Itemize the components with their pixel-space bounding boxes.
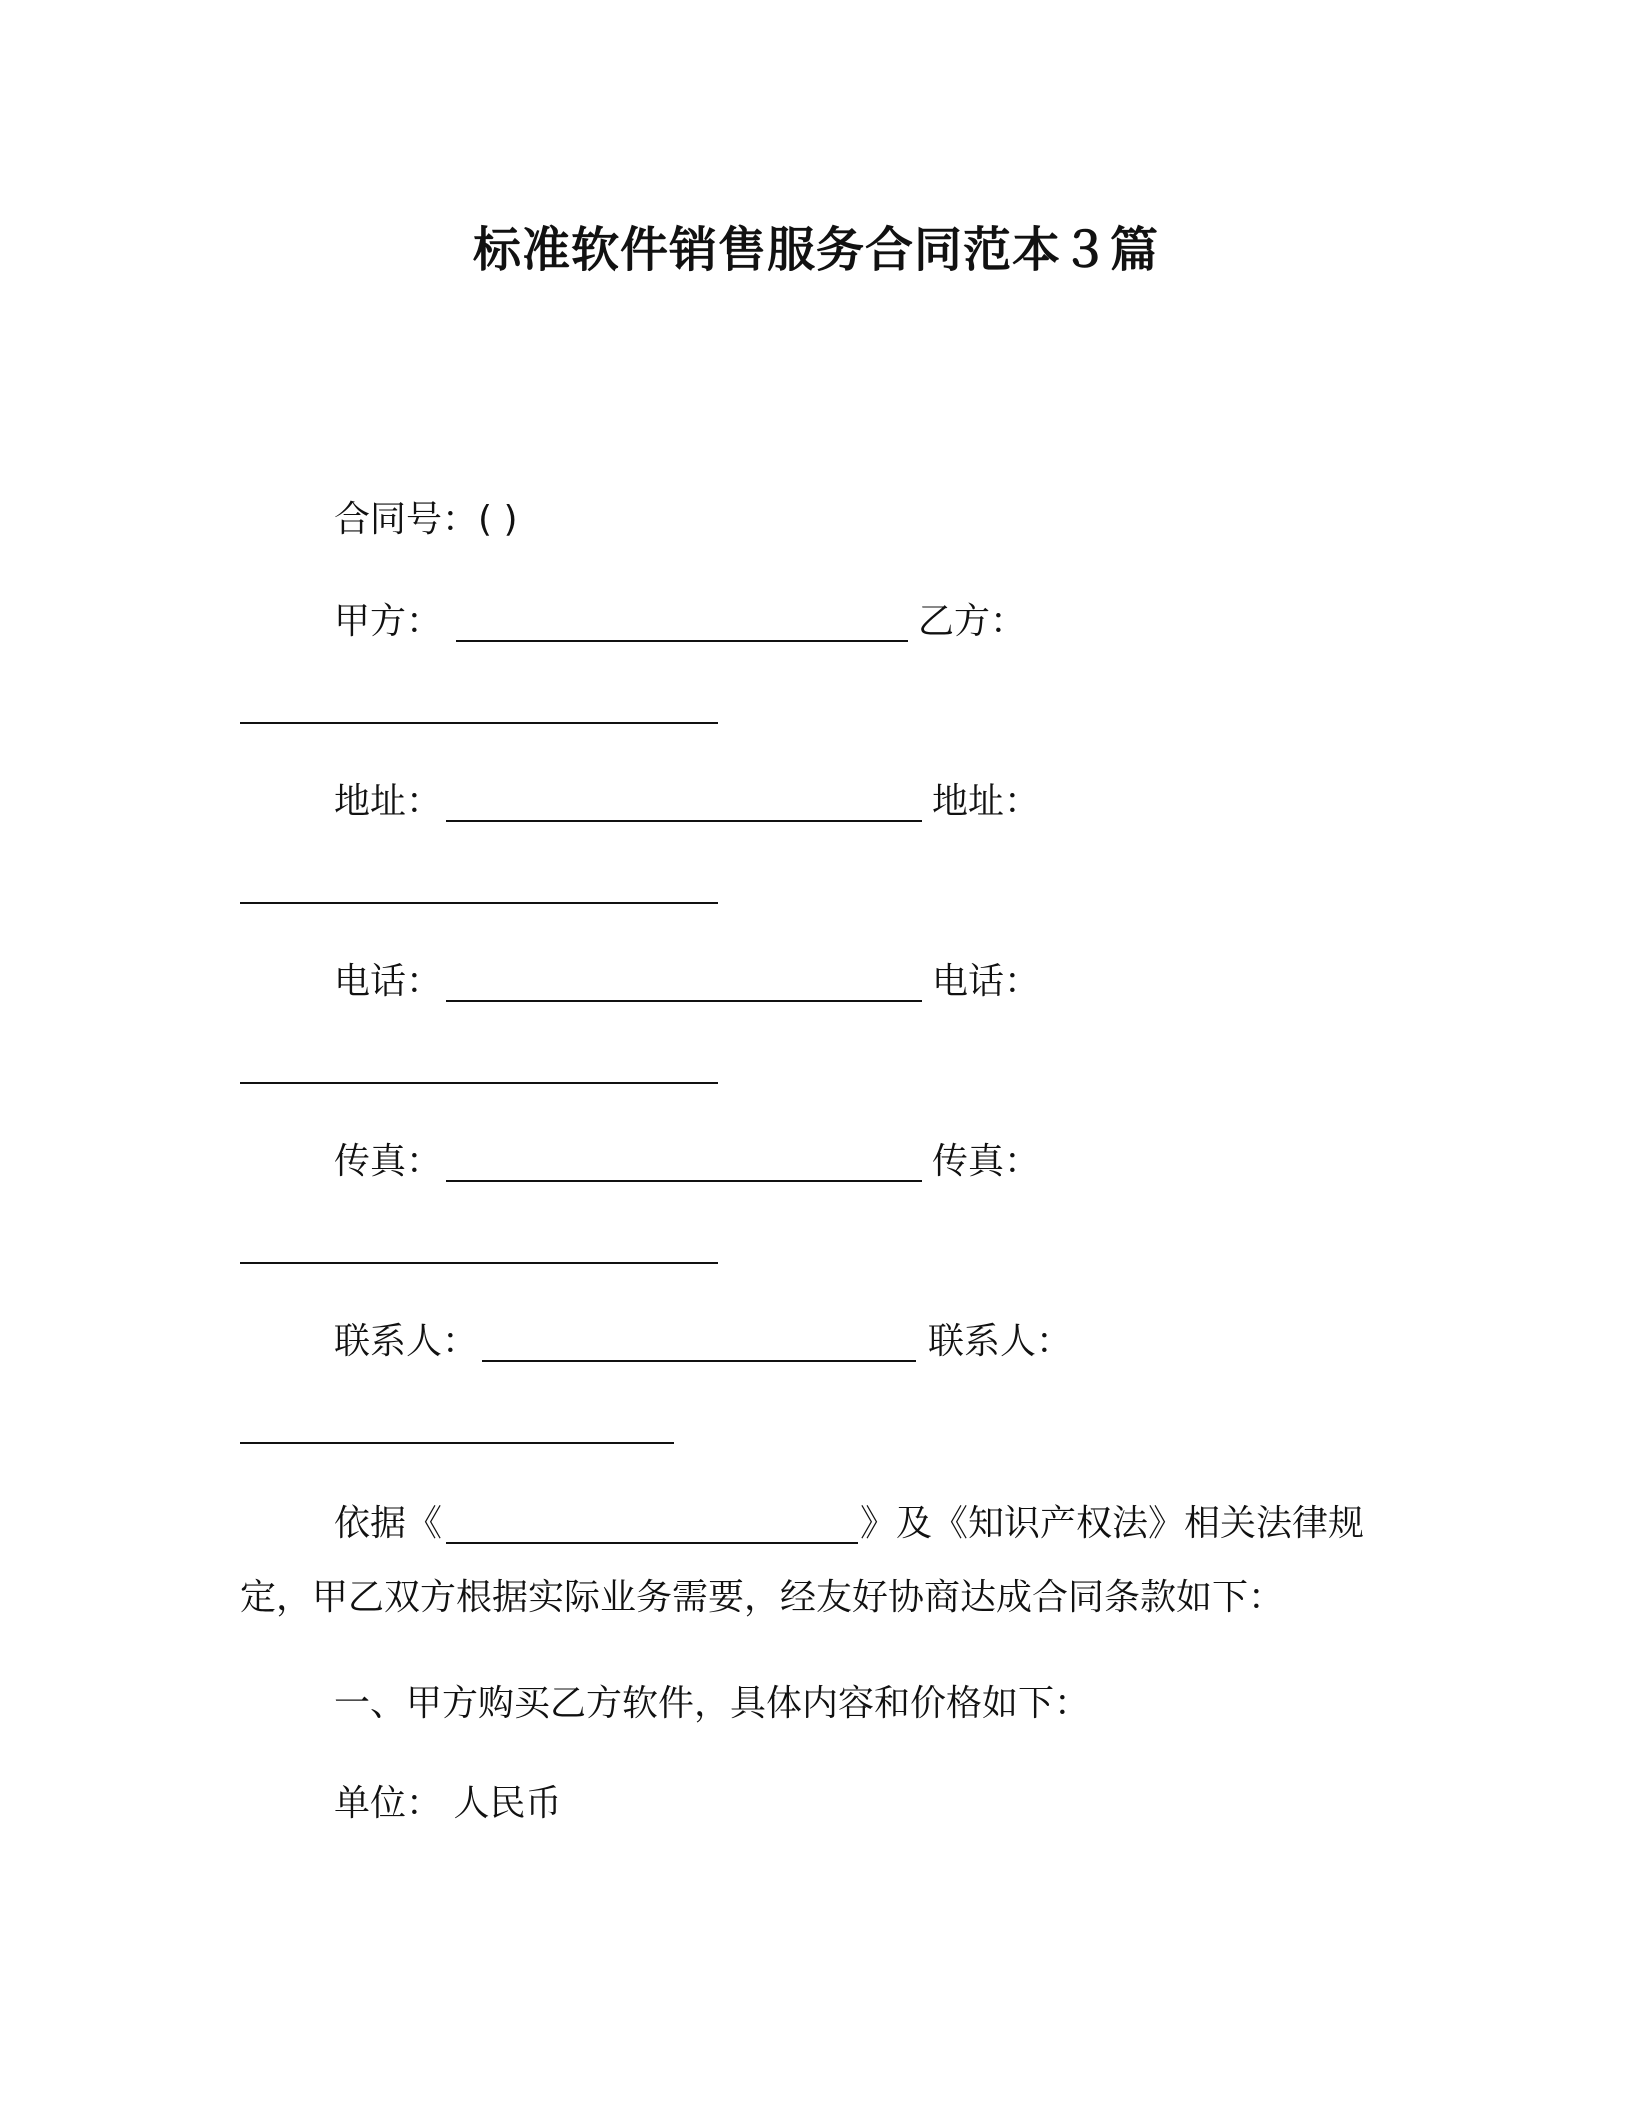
contact-b-blank: [240, 1442, 674, 1444]
phone-b-blank: [240, 1082, 718, 1084]
document-title: 标准软件销售服务合同范本３篇: [472, 222, 1159, 278]
fax-b-label: 传真：: [932, 1141, 1041, 1182]
party-b-label: 乙方：: [918, 601, 1027, 642]
basis-line-2: 定，甲乙双方根据实际业务需要，经友好协商达成合同条款如下：: [240, 1577, 1285, 1618]
fax-a-blank: [446, 1180, 922, 1182]
basis-suffix: 》及《知识产权法》相关法律规: [860, 1503, 1365, 1544]
phone-a-blank: [446, 1000, 922, 1002]
clause-1: 一、甲方购买乙方软件，具体内容和价格如下：: [334, 1683, 1091, 1724]
address-b-label: 地址：: [932, 781, 1041, 822]
phone-a-label: 电话：: [334, 961, 443, 1002]
fax-a-label: 传真：: [334, 1141, 443, 1182]
address-a-blank: [446, 820, 922, 822]
address-b-blank: [240, 902, 718, 904]
unit-line: 单位： 人民币: [334, 1783, 562, 1824]
party-b-blank: [240, 722, 718, 724]
basis-prefix: 依据《: [334, 1503, 443, 1544]
contact-b-label: 联系人：: [928, 1321, 1073, 1362]
party-a-blank: [456, 640, 908, 642]
party-a-label: 甲方：: [334, 601, 443, 642]
fax-b-blank: [240, 1262, 718, 1264]
contract-number: 合同号：( ): [334, 499, 518, 540]
basis-law-blank: [446, 1542, 858, 1544]
address-a-label: 地址：: [334, 781, 443, 822]
contact-a-blank: [482, 1360, 916, 1362]
contact-a-label: 联系人：: [334, 1321, 479, 1362]
phone-b-label: 电话：: [932, 961, 1041, 1002]
